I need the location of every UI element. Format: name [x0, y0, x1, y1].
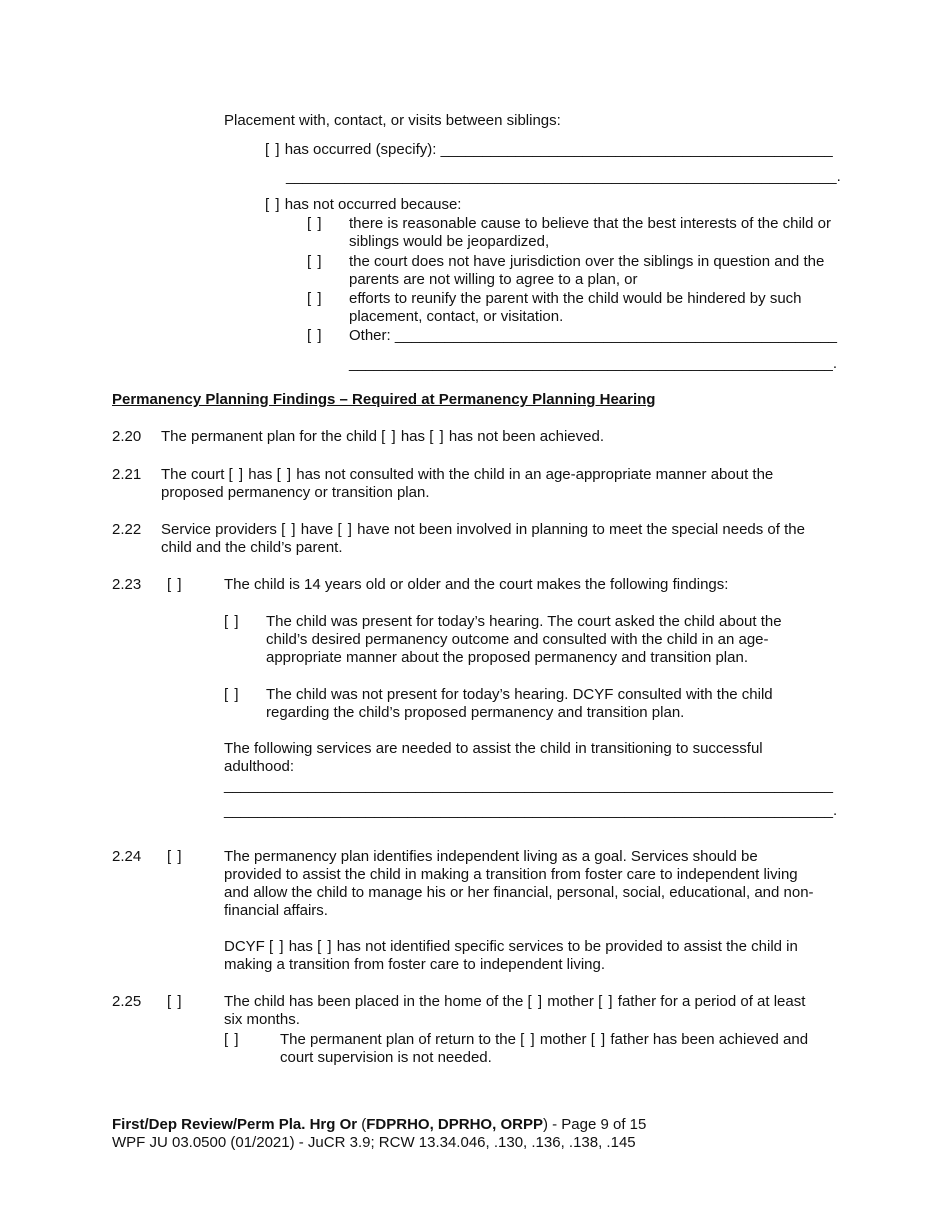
f225-text: [224, 993, 805, 1029]
f223-services-text: [224, 740, 763, 776]
footer-page-number: - Page 9 of 15: [547, 1116, 647, 1133]
f222-text-a: Service providers: [161, 521, 277, 538]
f221-text-b: has: [248, 466, 273, 483]
footer-title: [112, 1116, 646, 1134]
f225-sub-mother-checkbox[interactable]: [ ]: [520, 1031, 536, 1048]
f224-dcyf-c: has not identified specific services to be provided to assist the child in: [336, 938, 798, 955]
finding-2-25-number: 2.25: [112, 993, 142, 1010]
f225-sub-text: [280, 1031, 808, 1067]
f223-opt2-text: [266, 686, 773, 722]
f225-sub-b: mother: [539, 1031, 587, 1048]
reason-3-line1: efforts to reunify the parent with the child would be hindered by such: [349, 290, 802, 307]
occurred-blank-2[interactable]: __________________________________________________________________.: [286, 168, 841, 185]
f224-dcyf-has-checkbox[interactable]: [ ]: [269, 938, 285, 955]
finding-2-21-number: 2.21: [112, 466, 142, 483]
not-occurred-label: has not occurred because:: [284, 196, 462, 213]
not-occurred-checkbox[interactable]: [ ]: [265, 196, 281, 213]
f224-line3: and allow the child to manage his or her financial, personal, social, educational, and non-: [224, 884, 814, 901]
f223-services-blank-1[interactable]: _________________________________________________________________________: [224, 777, 833, 794]
siblings-title: Placement with, contact, or visits between siblings:: [224, 112, 561, 129]
f223-opt2-line2: regarding the child’s proposed permanency and transition plan.: [266, 704, 685, 721]
f224-checkbox[interactable]: [ ]: [167, 848, 183, 865]
f222-text-b: have: [300, 521, 334, 538]
f224-dcyf-text: [224, 938, 798, 974]
f222-have-checkbox[interactable]: [ ]: [281, 521, 297, 538]
other-row: [349, 327, 837, 345]
f223-services-line1: The following services are needed to assist the child in transitioning to successful: [224, 740, 763, 757]
f225-father-checkbox[interactable]: [ ]: [598, 993, 614, 1010]
occurred-blank[interactable]: _______________________________________________: [440, 141, 833, 158]
f221-text-c: has not consulted with the child in an age-appropriate manner about the: [296, 466, 774, 483]
f220-text-a: The permanent plan for the child: [161, 428, 377, 445]
f225-text-b: mother: [547, 993, 594, 1010]
f220-text-c: has not been achieved.: [448, 428, 604, 445]
footer-paren-open: (: [357, 1116, 367, 1133]
f223-opt1-checkbox[interactable]: [ ]: [224, 613, 240, 630]
reason-1-checkbox[interactable]: [ ]: [307, 215, 323, 232]
reason-1-text: [349, 215, 831, 251]
reason-2-line2: parents are not willing to agree to a plan, or: [349, 271, 638, 288]
other-checkbox[interactable]: [ ]: [307, 327, 323, 344]
f223-opt1-line3: appropriate manner about the proposed permanency and transition plan.: [266, 649, 748, 666]
footer-form-title: First/Dep Review/Perm Pla. Hrg Or: [112, 1116, 358, 1133]
occurred-label: has occurred (specify):: [284, 141, 437, 158]
f223-opt1-text: [266, 613, 782, 667]
f223-services-blank-2[interactable]: _________________________________________________________________________.: [224, 802, 838, 819]
finding-2-21-text: [161, 466, 773, 502]
f221-has-not-checkbox[interactable]: [ ]: [276, 466, 293, 483]
f223-services-line2: adulthood:: [224, 758, 295, 775]
f221-has-checkbox[interactable]: [ ]: [228, 466, 245, 483]
finding-2-20-number: 2.20: [112, 428, 142, 445]
f224-dcyf-has-not-checkbox[interactable]: [ ]: [317, 938, 333, 955]
other-blank[interactable]: _____________________________________________________: [394, 327, 838, 344]
reason-1-line1: there is reasonable cause to believe that the best interests of the child or: [349, 215, 831, 232]
f223-checkbox[interactable]: [ ]: [167, 576, 183, 593]
f225-sub-c: father has been achieved and: [610, 1031, 809, 1048]
footer-paren-close: ): [542, 1116, 548, 1133]
f220-has-checkbox[interactable]: [ ]: [381, 428, 397, 445]
siblings-occurred-row: [265, 141, 833, 159]
reason-3-line2: placement, contact, or visitation.: [349, 308, 564, 325]
f224-text: [224, 848, 814, 920]
f225-mother-checkbox[interactable]: [ ]: [527, 993, 544, 1010]
reason-3-text: [349, 290, 802, 326]
f225-text-c: father for a period of at least: [617, 993, 806, 1010]
finding-2-22-number: 2.22: [112, 521, 142, 538]
footer-form-id: WPF JU 03.0500 (01/2021) - JuCR 3.9; RCW 13.34.046, .130, .136, .138, .145: [112, 1134, 636, 1151]
occurred-checkbox[interactable]: [ ]: [265, 141, 281, 158]
f224-dcyf-line2: making a transition from foster care to independent living.: [224, 956, 606, 973]
section-heading: Permanency Planning Findings – Required at Permanency Planning Hearing: [112, 391, 656, 408]
reason-2-checkbox[interactable]: [ ]: [307, 253, 323, 270]
f225-sub-line2: court supervision is not needed.: [280, 1049, 492, 1066]
f225-sub-father-checkbox[interactable]: [ ]: [590, 1031, 607, 1048]
f225-checkbox[interactable]: [ ]: [167, 993, 183, 1010]
f225-text-a: The child has been placed in the home of the: [224, 993, 524, 1010]
f222-have-not-checkbox[interactable]: [ ]: [337, 521, 353, 538]
f224-line4: financial affairs.: [224, 902, 328, 919]
f225-sub-a: The permanent plan of return to the: [280, 1031, 516, 1048]
f223-opt2-checkbox[interactable]: [ ]: [224, 686, 240, 703]
f222-text-c: have not been involved in planning to meet the special needs of the: [357, 521, 805, 538]
reason-2-text: [349, 253, 824, 289]
reason-1-line2: siblings would be jeopardized,: [349, 233, 550, 250]
f220-text-b: has: [400, 428, 426, 445]
f224-line1: The permanency plan identifies independent living as a goal. Services should be: [224, 848, 758, 865]
f223-opt1-line2: child’s desired permanency outcome and consulted with the child in an age-: [266, 631, 769, 648]
footer-codes: FDPRHO, DPRHO, ORPP: [366, 1116, 543, 1133]
finding-2-20-text: [161, 428, 604, 446]
finding-2-23-number: 2.23: [112, 576, 142, 593]
f223-opt1-line1: The child was present for today’s hearing. The court asked the child about the: [266, 613, 782, 630]
f222-line2: child and the child’s parent.: [161, 539, 343, 556]
reason-3-checkbox[interactable]: [ ]: [307, 290, 323, 307]
finding-2-24-number: 2.24: [112, 848, 142, 865]
other-blank-2[interactable]: __________________________________________________________.: [349, 355, 838, 372]
f225-line2: six months.: [224, 1011, 300, 1028]
other-label: Other:: [349, 327, 391, 344]
f223-text: The child is 14 years old or older and the court makes the following findings:: [224, 576, 729, 593]
f225-sub-checkbox[interactable]: [ ]: [224, 1031, 240, 1048]
f224-dcyf-a: DCYF: [224, 938, 265, 955]
f223-opt2-line1: The child was not present for today’s hearing. DCYF consulted with the child: [266, 686, 773, 703]
finding-2-22-text: [161, 521, 805, 557]
f221-line2: proposed permanency or transition plan.: [161, 484, 430, 501]
f221-text-a: The court: [161, 466, 225, 483]
f224-line2: provided to assist the child in making a transition from foster care to independent living: [224, 866, 798, 883]
f224-dcyf-b: has: [288, 938, 313, 955]
siblings-not-occurred-row: [265, 196, 461, 214]
reason-2-line1: the court does not have jurisdiction over the siblings in question and the: [349, 253, 825, 270]
f220-has-not-checkbox[interactable]: [ ]: [429, 428, 445, 445]
